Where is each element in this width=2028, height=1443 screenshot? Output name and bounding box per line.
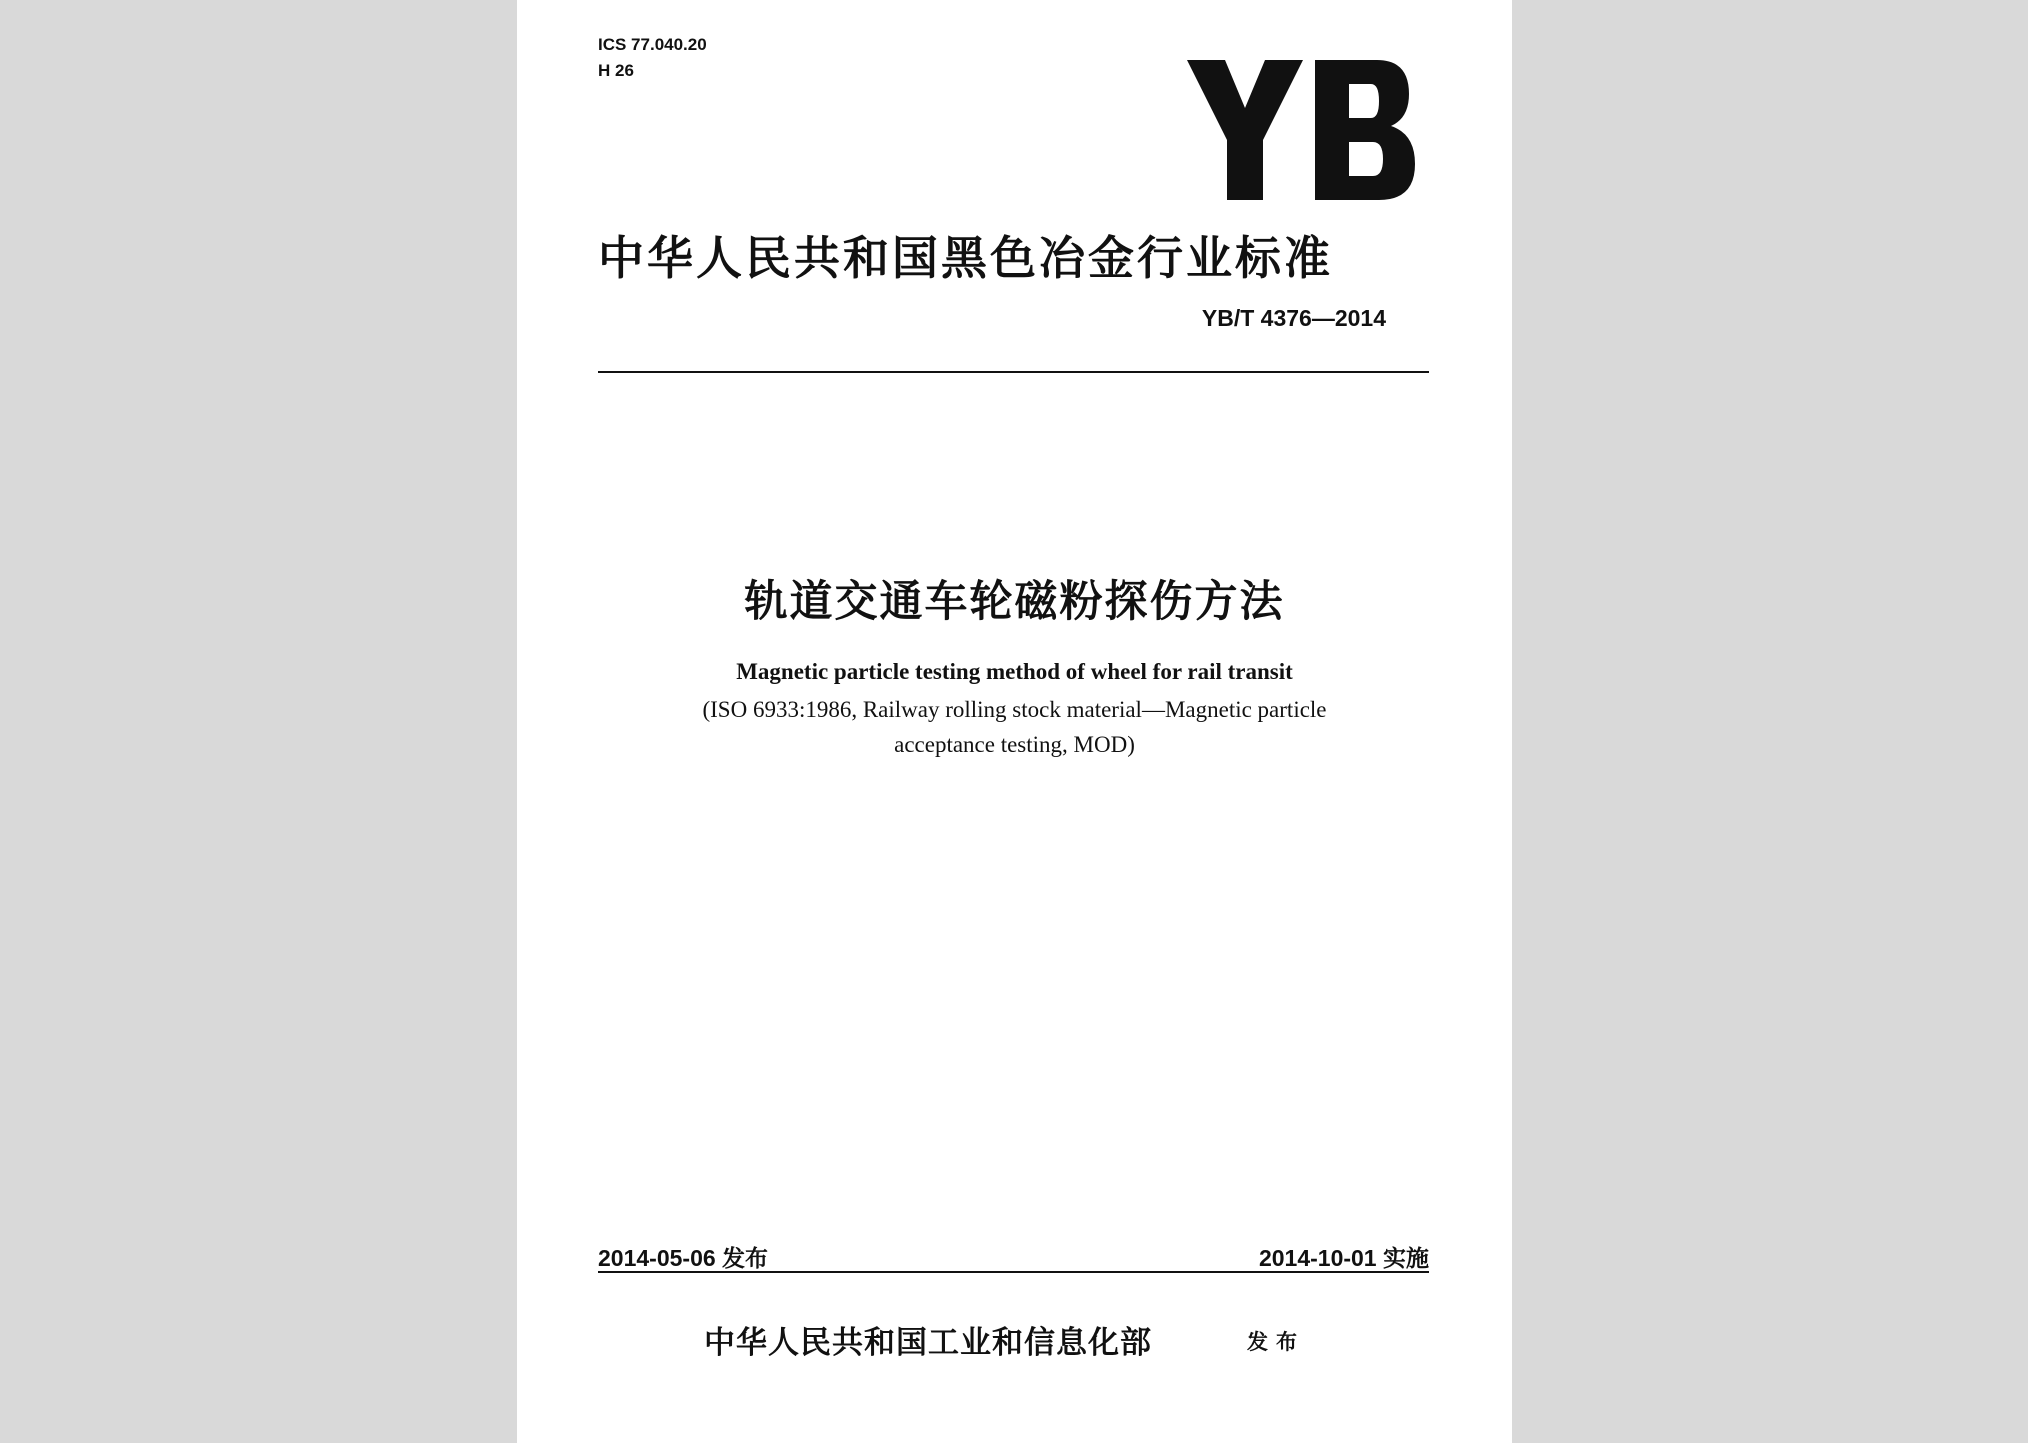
top-divider [598, 371, 1429, 373]
issue-date: 2014-05-06 发布 [598, 1245, 769, 1271]
iso-reference [517, 692, 1512, 762]
ccs-code: H 26 [598, 61, 634, 80]
yb-logo [1187, 60, 1417, 200]
iso-reference-line-2: acceptance testing, MOD) [894, 732, 1135, 757]
classification-block [598, 32, 707, 84]
document-page [517, 0, 1512, 1443]
iso-reference-line-1: (ISO 6933:1986, Railway rolling stock material—Magnetic particle [702, 697, 1327, 722]
chinese-title: 轨道交通车轮磁粉探伤方法 [744, 577, 1285, 627]
english-title: Magnetic particle testing method of wheel for rail transit [736, 659, 1293, 684]
publisher-name: 中华人民共和国工业和信息化部 [704, 1325, 1152, 1361]
ics-code: ICS 77.040.20 [598, 35, 707, 54]
standard-code: YB/T 4376—2014 [1201, 305, 1386, 331]
publish-label: 发布 [1247, 1329, 1305, 1354]
bottom-divider [598, 1271, 1429, 1273]
implementation-date: 2014-10-01 实施 [1258, 1245, 1429, 1271]
standard-category-title: 中华人民共和国黑色冶金行业标准 [598, 231, 1333, 285]
